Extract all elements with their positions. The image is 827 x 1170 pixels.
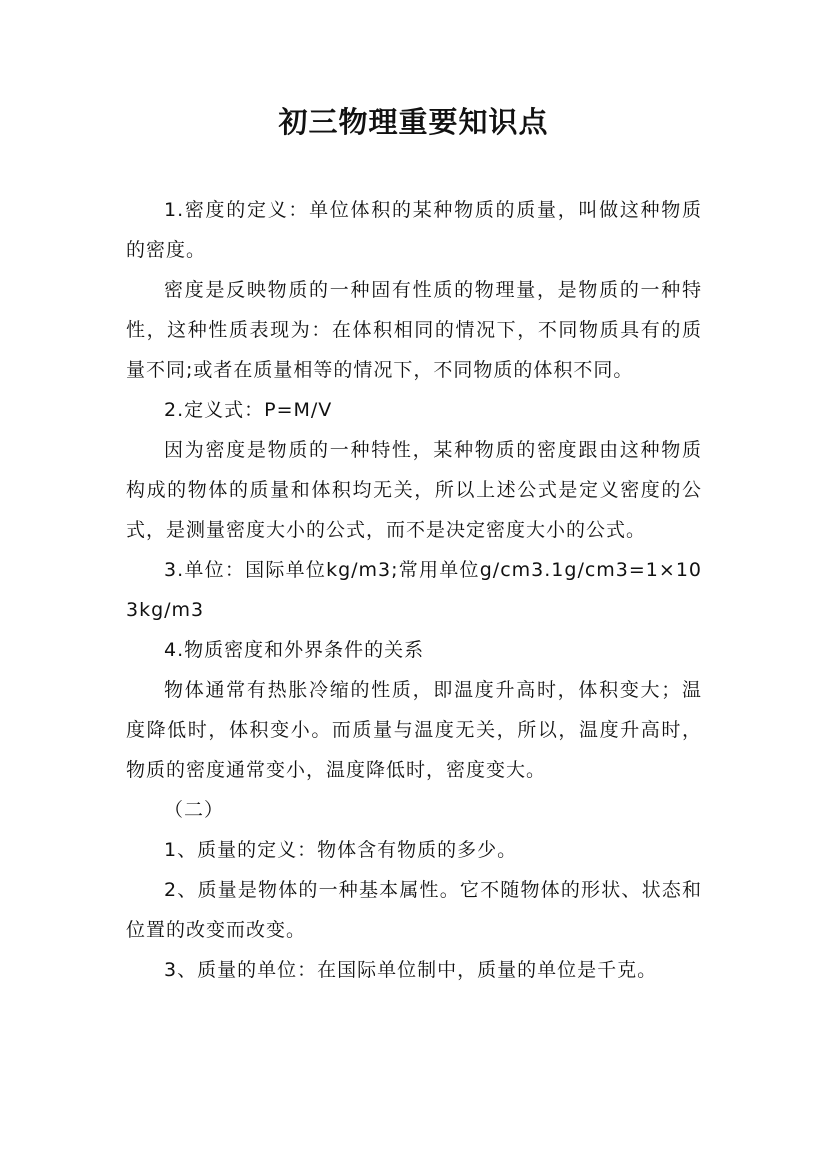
paragraph-thermal-expansion: 物体通常有热胀冷缩的性质，即温度升高时，体积变大；温度降低时，体积变小。而质量与温度无关，所以，温度升高时，物质的密度通常变小，温度降低时，密度变大。 xyxy=(126,679,702,781)
paragraph-mass-definition: 1、质量的定义：物体含有物质的多少。 xyxy=(164,839,518,861)
paragraph-mass-property: 2、质量是物体的一种基本属性。它不随物体的形状、状态和位置的改变而改变。 xyxy=(126,879,702,941)
document-body xyxy=(126,190,702,990)
paragraph-density-units: 3.单位：国际单位kg/m3;常用单位g/cm3.1g/cm3=1×103kg/m3 xyxy=(126,559,702,621)
paragraph-density-conditions-heading: 4.物质密度和外界条件的关系 xyxy=(164,639,425,661)
paragraph-density-definition: 1.密度的定义：单位体积的某种物质的质量，叫做这种物质的密度。 xyxy=(126,199,702,261)
document-title: 初三物理重要知识点 xyxy=(278,105,549,139)
paragraph-density-property: 密度是反映物质的一种固有性质的物理量，是物质的一种特性，这种性质表现为：在体积相同的情况下，不同物质具有的质量不同;或者在质量相等的情况下，不同物质的体积不同。 xyxy=(126,279,702,381)
paragraph-density-formula: 2.定义式：P=M/V xyxy=(164,399,333,421)
paragraph-mass-unit: 3、质量的单位：在国际单位制中，质量的单位是千克。 xyxy=(164,959,658,981)
paragraph-density-formula-explanation: 因为密度是物质的一种特性，某种物质的密度跟由这种物质构成的物体的质量和体积均无关，所以上述公式是定义密度的公式，是测量密度大小的公式，而不是决定密度大小的公式。 xyxy=(126,439,702,541)
section-two-heading: （二） xyxy=(164,799,225,821)
